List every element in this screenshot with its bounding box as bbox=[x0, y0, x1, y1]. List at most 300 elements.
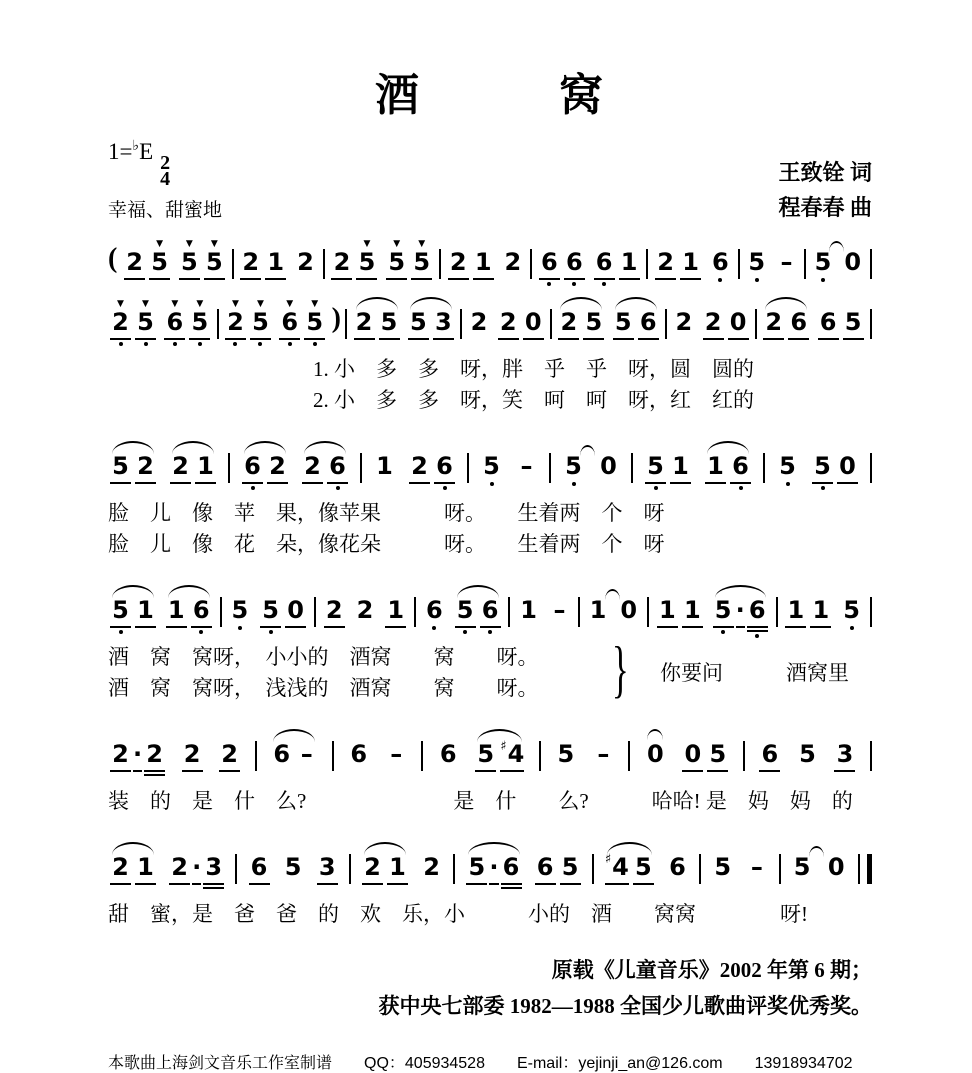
beam-line bbox=[225, 338, 246, 340]
beam-line bbox=[182, 770, 203, 772]
note-digit: 5 bbox=[456, 596, 474, 624]
music-line-block-6 bbox=[108, 839, 872, 930]
note-group bbox=[556, 294, 606, 350]
note bbox=[294, 726, 319, 782]
octave-dot bbox=[313, 342, 317, 346]
beam-line bbox=[747, 630, 768, 632]
octave-dot bbox=[739, 486, 743, 490]
note-digit: 6 bbox=[595, 248, 613, 276]
lyric-line: 酒 窝 窝呀， 小小的 酒窝 窝 呀。 bbox=[108, 645, 539, 669]
note-digit: 5 bbox=[151, 248, 168, 276]
below-space bbox=[296, 768, 317, 782]
note bbox=[556, 294, 581, 350]
note-group bbox=[217, 726, 242, 782]
beam-line bbox=[110, 338, 131, 340]
beam-line bbox=[135, 482, 156, 484]
barline bbox=[870, 309, 872, 339]
below-space bbox=[455, 624, 476, 638]
note-group bbox=[223, 294, 273, 350]
beam-line bbox=[657, 626, 678, 628]
note-digit: 1 bbox=[389, 853, 406, 881]
note-digit: ♯ 4 bbox=[605, 854, 629, 881]
staccato-mark: ▼ bbox=[196, 299, 204, 309]
note-digit: 5 bbox=[714, 853, 732, 881]
beam-line bbox=[535, 883, 556, 885]
below-space bbox=[192, 881, 201, 895]
staccato-mark: ▼ bbox=[117, 299, 124, 309]
note bbox=[108, 438, 133, 494]
octave-dot bbox=[850, 626, 854, 630]
beam-line bbox=[179, 278, 200, 280]
note bbox=[499, 839, 524, 895]
note bbox=[147, 234, 172, 290]
note bbox=[258, 582, 283, 638]
beam-line bbox=[144, 770, 165, 772]
below-space bbox=[169, 881, 190, 895]
barline bbox=[738, 249, 740, 279]
note-digit: 0 bbox=[647, 740, 664, 768]
note-digit: 5 bbox=[557, 740, 575, 768]
note-digit: 6 bbox=[732, 452, 749, 480]
beam-line bbox=[713, 626, 734, 628]
below-space bbox=[166, 624, 187, 638]
below-space bbox=[409, 480, 430, 494]
note bbox=[561, 438, 586, 494]
below-space bbox=[728, 336, 749, 350]
below-space bbox=[240, 276, 261, 290]
beam-line bbox=[279, 338, 300, 340]
octave-dot bbox=[602, 282, 606, 286]
dot-after bbox=[736, 582, 745, 638]
below-space bbox=[135, 881, 156, 895]
below-space bbox=[327, 480, 348, 494]
below-space bbox=[810, 624, 831, 638]
staccato-mark: ▼ bbox=[256, 299, 264, 309]
below-space bbox=[777, 480, 798, 494]
note-group bbox=[680, 726, 730, 782]
beam-line bbox=[164, 338, 185, 340]
music-line-block-5 bbox=[108, 726, 872, 817]
below-space bbox=[682, 768, 703, 782]
lyric-line: 1. 小 多 多 呀，胖 乎 乎 呀，圆 圆的 bbox=[313, 357, 754, 381]
note bbox=[385, 839, 410, 895]
note-digit: 0 bbox=[844, 248, 862, 276]
below-space bbox=[182, 768, 203, 782]
beam-line bbox=[386, 278, 407, 280]
barline bbox=[779, 854, 781, 884]
note bbox=[133, 438, 158, 494]
note bbox=[201, 839, 226, 895]
below-space bbox=[746, 276, 767, 290]
lyric-line: 脸 儿 像 花 朵，像花朵 呀。 生着两 个 呀 bbox=[108, 532, 665, 556]
note-group bbox=[711, 582, 770, 638]
beam-line bbox=[409, 482, 430, 484]
note bbox=[617, 234, 642, 290]
note bbox=[808, 582, 833, 638]
beam-line bbox=[594, 278, 615, 280]
beam-line bbox=[613, 338, 634, 340]
beam-line bbox=[191, 626, 212, 628]
score-line bbox=[108, 294, 872, 350]
below-space bbox=[792, 881, 813, 895]
note-group bbox=[446, 234, 496, 290]
note-digit: 6 bbox=[502, 853, 520, 881]
note-digit: 6 bbox=[273, 740, 291, 768]
note bbox=[744, 839, 769, 895]
note-digit: 5 bbox=[647, 452, 664, 480]
beam-line bbox=[788, 338, 809, 340]
note-digit: 3 bbox=[318, 853, 336, 881]
note-digit: 5 bbox=[561, 853, 579, 881]
below-space bbox=[324, 624, 345, 638]
note bbox=[248, 294, 273, 350]
tie-arc bbox=[580, 445, 595, 456]
dot-after bbox=[133, 726, 142, 782]
below-space bbox=[421, 881, 442, 895]
composer-credit: 程春春 曲 bbox=[778, 195, 872, 220]
beam-line bbox=[133, 770, 142, 772]
below-space bbox=[501, 881, 522, 895]
below-space bbox=[555, 768, 576, 782]
beam-line bbox=[583, 338, 604, 340]
note-digit: 6 bbox=[436, 452, 453, 480]
beam-line bbox=[843, 338, 864, 340]
note bbox=[592, 234, 617, 290]
barline bbox=[460, 309, 462, 339]
note-digit: 5 bbox=[262, 596, 279, 624]
octave-dot bbox=[755, 278, 759, 282]
note-group bbox=[774, 234, 799, 290]
note bbox=[406, 294, 431, 350]
barline bbox=[539, 741, 541, 771]
below-space bbox=[539, 276, 560, 290]
barline bbox=[665, 309, 667, 339]
staccato-mark: ▼ bbox=[286, 299, 294, 309]
note bbox=[223, 294, 248, 350]
below-space bbox=[124, 276, 145, 290]
note bbox=[383, 582, 408, 638]
below-space bbox=[466, 881, 487, 895]
below-space bbox=[249, 881, 270, 895]
note-group bbox=[790, 839, 815, 895]
beam-line bbox=[110, 626, 131, 628]
note-group bbox=[108, 839, 158, 895]
note-digit: 5 bbox=[814, 248, 832, 276]
song-title: 酒 窝 bbox=[375, 71, 605, 120]
note bbox=[703, 438, 728, 494]
octave-dot bbox=[144, 342, 148, 346]
below-space bbox=[746, 881, 767, 895]
octave-dot bbox=[251, 486, 255, 490]
note-group bbox=[757, 726, 782, 782]
sharp-sign: ♯ bbox=[500, 739, 507, 754]
note bbox=[189, 582, 214, 638]
below-space bbox=[480, 624, 501, 638]
note bbox=[761, 294, 786, 350]
tie-arc bbox=[809, 846, 824, 857]
below-space bbox=[583, 336, 604, 350]
note bbox=[678, 234, 703, 290]
note-group bbox=[586, 582, 611, 638]
beam-line bbox=[633, 883, 654, 885]
barline bbox=[578, 597, 580, 627]
note-digit: 2 bbox=[356, 596, 374, 624]
note-digit: 5 bbox=[565, 452, 582, 480]
below-space bbox=[747, 624, 768, 638]
note-group bbox=[162, 294, 212, 350]
beam-line bbox=[203, 883, 224, 885]
note bbox=[586, 582, 611, 638]
beam-line bbox=[501, 883, 522, 885]
lyric-line: 甜 蜜，是 爸 爸 的 欢 乐，小 小的 酒 窝窝 呀! bbox=[108, 902, 808, 926]
below-space bbox=[797, 768, 818, 782]
barline bbox=[870, 597, 872, 627]
lyrics-wrap bbox=[108, 354, 872, 416]
note-digit: 2 bbox=[242, 248, 260, 276]
beam-line bbox=[302, 482, 323, 484]
note-group bbox=[315, 839, 340, 895]
note bbox=[352, 582, 377, 638]
note bbox=[775, 438, 800, 494]
note-digit: 2 bbox=[171, 853, 188, 881]
note-group bbox=[591, 726, 616, 782]
below-space bbox=[645, 480, 666, 494]
below-space bbox=[424, 624, 445, 638]
note-digit: 5 bbox=[814, 452, 831, 480]
beam-line bbox=[523, 338, 544, 340]
barline bbox=[776, 597, 778, 627]
beam-line bbox=[736, 626, 745, 628]
below-space bbox=[498, 336, 519, 350]
barline bbox=[743, 741, 745, 771]
beam-line bbox=[192, 883, 201, 885]
note bbox=[643, 726, 668, 782]
bridge-lyric: 你要问 酒窝里 bbox=[660, 661, 849, 685]
beam-line bbox=[124, 278, 145, 280]
beam-line bbox=[411, 278, 432, 280]
note-digit: 2 bbox=[325, 596, 343, 624]
note-digit: 6 bbox=[748, 596, 766, 624]
note-digit: 1 bbox=[474, 248, 492, 276]
note-group bbox=[383, 582, 408, 638]
note-digit: 5 bbox=[614, 308, 632, 336]
note-digit: 5 bbox=[205, 248, 223, 276]
note-digit: 5 bbox=[477, 740, 495, 768]
beam-line bbox=[670, 482, 691, 484]
octave-dot bbox=[269, 630, 273, 634]
barline bbox=[228, 453, 230, 483]
beam-line bbox=[539, 278, 560, 280]
note bbox=[162, 294, 187, 350]
note bbox=[653, 234, 678, 290]
beam-line bbox=[110, 770, 131, 772]
note-digit: 1 bbox=[787, 596, 805, 624]
note bbox=[816, 294, 841, 350]
barline bbox=[255, 741, 257, 771]
barline bbox=[414, 597, 416, 627]
beam-line bbox=[682, 770, 703, 772]
note-group bbox=[710, 839, 735, 895]
note-digit: 2 bbox=[227, 308, 244, 336]
note-digit: – bbox=[390, 740, 403, 768]
below-space bbox=[219, 768, 240, 782]
note bbox=[671, 294, 696, 350]
beam-line bbox=[638, 338, 659, 340]
below-space bbox=[638, 336, 659, 350]
note-group bbox=[464, 839, 523, 895]
below-space bbox=[707, 768, 728, 782]
note-group bbox=[744, 234, 769, 290]
below-space bbox=[225, 336, 246, 350]
barline bbox=[439, 249, 441, 279]
below-space bbox=[354, 336, 375, 350]
note bbox=[133, 582, 158, 638]
note-group bbox=[473, 726, 526, 782]
score-line bbox=[108, 234, 872, 290]
note-digit: 6 bbox=[541, 248, 558, 276]
below-space bbox=[387, 881, 408, 895]
beam-line bbox=[189, 338, 210, 340]
flat-sign: ♭ bbox=[132, 139, 140, 154]
note bbox=[708, 234, 733, 290]
below-space bbox=[434, 480, 455, 494]
barline bbox=[360, 453, 362, 483]
note-group bbox=[122, 234, 172, 290]
note bbox=[516, 582, 541, 638]
note-digit: 1 bbox=[812, 596, 830, 624]
octave-dot bbox=[786, 482, 790, 486]
beam-line bbox=[149, 278, 170, 280]
note bbox=[500, 234, 525, 290]
note-group bbox=[479, 438, 504, 494]
note bbox=[453, 582, 478, 638]
below-space bbox=[285, 624, 306, 638]
note-digit: 6 bbox=[481, 596, 499, 624]
beam-line bbox=[837, 482, 858, 484]
barline bbox=[870, 249, 872, 279]
note-group bbox=[561, 438, 586, 494]
note-digit: 0 bbox=[600, 452, 617, 480]
note-digit: 0 bbox=[287, 596, 304, 624]
octave-dot bbox=[488, 630, 492, 634]
beam-line bbox=[498, 338, 519, 340]
note-digit: 0 bbox=[839, 452, 856, 480]
note bbox=[839, 582, 864, 638]
below-space bbox=[535, 881, 556, 895]
note bbox=[841, 294, 866, 350]
below-space bbox=[710, 276, 731, 290]
beam-line bbox=[501, 887, 522, 889]
note-digit: 1 bbox=[267, 248, 285, 276]
beam-line bbox=[362, 883, 383, 885]
note-digit: 1 bbox=[137, 596, 154, 624]
below-space bbox=[356, 276, 377, 290]
octave-dot bbox=[199, 630, 203, 634]
note bbox=[547, 582, 572, 638]
note bbox=[377, 294, 402, 350]
note-digit: 1 bbox=[682, 248, 699, 276]
below-space bbox=[667, 881, 688, 895]
score-line bbox=[108, 438, 872, 494]
note-digit: 2 bbox=[449, 248, 467, 276]
staccato-mark: ▼ bbox=[363, 239, 371, 249]
note bbox=[329, 234, 354, 290]
below-space bbox=[189, 336, 210, 350]
note bbox=[142, 726, 167, 782]
note-digit: 6 bbox=[166, 308, 184, 336]
below-space bbox=[468, 336, 489, 350]
beam-line bbox=[144, 774, 165, 776]
note-group bbox=[227, 582, 252, 638]
note-group bbox=[466, 294, 491, 350]
note-digit: 6 bbox=[244, 452, 261, 480]
below-space bbox=[703, 336, 724, 350]
tempo-marking: 幸福、甜蜜地 bbox=[108, 200, 223, 221]
note-group bbox=[436, 726, 461, 782]
note-digit: 2 bbox=[470, 308, 488, 336]
note-group bbox=[611, 294, 661, 350]
barline bbox=[530, 249, 532, 279]
below-space bbox=[110, 768, 131, 782]
beam-line bbox=[169, 883, 190, 885]
below-space bbox=[279, 336, 300, 350]
below-space bbox=[317, 881, 338, 895]
note bbox=[187, 294, 212, 350]
octave-dot bbox=[463, 630, 467, 634]
note bbox=[322, 582, 347, 638]
octave-dot bbox=[654, 486, 658, 490]
note bbox=[277, 294, 302, 350]
note-digit: 5 bbox=[483, 452, 500, 480]
below-space bbox=[250, 336, 271, 350]
staccato-mark: ▼ bbox=[171, 299, 179, 309]
note-group bbox=[537, 234, 587, 290]
below-space bbox=[788, 336, 809, 350]
note-digit: 2 bbox=[411, 452, 428, 480]
note-group bbox=[783, 582, 833, 638]
note-group bbox=[761, 294, 811, 350]
beam-line bbox=[834, 770, 855, 772]
note-group bbox=[816, 294, 866, 350]
note-group bbox=[407, 438, 457, 494]
note-group bbox=[293, 234, 318, 290]
below-space bbox=[549, 624, 570, 638]
music-line-block-1 bbox=[108, 234, 872, 290]
barline bbox=[467, 453, 469, 483]
below-space bbox=[283, 881, 304, 895]
note-group bbox=[281, 839, 306, 895]
note bbox=[269, 726, 294, 782]
note bbox=[193, 438, 218, 494]
lyrics-wrap bbox=[108, 899, 872, 930]
note-group bbox=[180, 726, 205, 782]
octave-dot bbox=[258, 342, 262, 346]
below-space bbox=[736, 624, 745, 638]
note-digit: 5 bbox=[748, 248, 766, 276]
note-digit: 1 bbox=[387, 596, 405, 624]
key-letter: E bbox=[139, 139, 154, 164]
below-space bbox=[448, 276, 469, 290]
note-digit: 6 bbox=[281, 308, 299, 336]
beam-line bbox=[240, 278, 261, 280]
beam-line bbox=[763, 338, 784, 340]
barline bbox=[870, 741, 872, 771]
note bbox=[300, 438, 325, 494]
lyricist-credit: 王致铨 词 bbox=[778, 160, 872, 185]
note bbox=[217, 726, 242, 782]
note-group bbox=[167, 839, 226, 895]
note-digit: 2 bbox=[560, 308, 578, 336]
